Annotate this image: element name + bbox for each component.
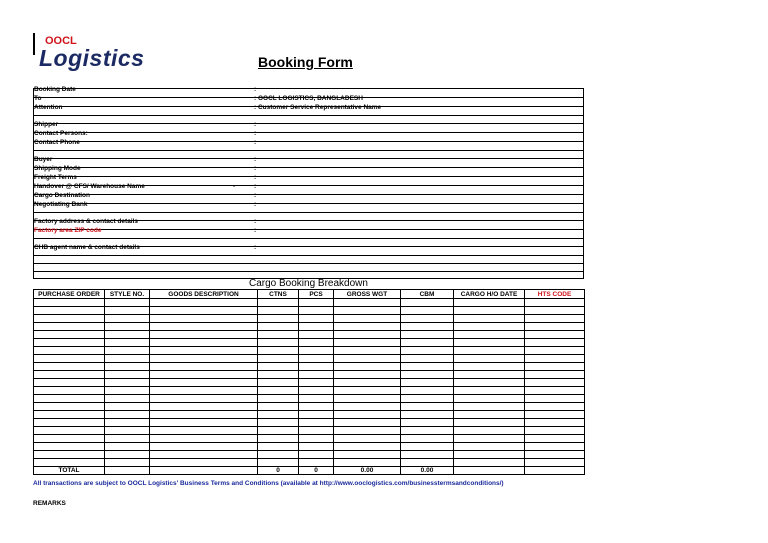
cargo-cell[interactable] (34, 379, 105, 387)
cargo-cell[interactable] (525, 339, 585, 347)
cargo-cell[interactable] (334, 435, 401, 443)
cargo-cell[interactable] (525, 315, 585, 323)
cargo-cell[interactable] (454, 387, 525, 395)
info-row-extra: - (233, 183, 236, 190)
cargo-column-header: PCS (299, 290, 334, 299)
cargo-cell[interactable] (525, 411, 585, 419)
cargo-cell[interactable] (454, 331, 525, 339)
cargo-cell[interactable] (258, 419, 299, 427)
cargo-cell[interactable] (34, 403, 105, 411)
booking-info-table (33, 88, 584, 279)
cargo-cell[interactable] (258, 371, 299, 379)
info-row-label: Booking Date (34, 86, 76, 93)
cargo-cell[interactable] (258, 315, 299, 323)
cargo-cell[interactable] (299, 347, 334, 355)
cargo-cell[interactable] (34, 347, 105, 355)
info-row-label: Negotiating Bank (34, 201, 88, 208)
cargo-cell[interactable] (454, 459, 525, 467)
cargo-cell[interactable] (258, 299, 299, 307)
info-row-label: To (34, 95, 42, 102)
logo-brand: OOCL (45, 35, 77, 47)
cargo-cell[interactable] (105, 299, 150, 307)
cargo-cell[interactable] (401, 371, 454, 379)
info-row-value[interactable]: : (254, 174, 257, 181)
total-cell: 0.00 (401, 467, 454, 475)
info-row (33, 203, 584, 212)
info-row-value[interactable]: : OOCL LOGISTICS, BANGLADESH (254, 95, 363, 102)
cargo-cell[interactable] (334, 347, 401, 355)
info-row (33, 132, 584, 141)
cargo-cell[interactable] (258, 323, 299, 331)
table-row (34, 419, 585, 427)
cargo-cell[interactable] (525, 371, 585, 379)
cargo-cell[interactable] (299, 379, 334, 387)
cargo-cell[interactable] (105, 363, 150, 371)
cargo-cell[interactable] (258, 379, 299, 387)
cargo-cell[interactable] (34, 411, 105, 419)
cargo-cell[interactable] (150, 403, 258, 411)
table-row (34, 355, 585, 363)
info-row (33, 123, 584, 132)
cargo-cell[interactable] (258, 387, 299, 395)
cargo-cell[interactable] (334, 395, 401, 403)
info-row-label: Factory address & contact details (34, 218, 139, 225)
cargo-cell[interactable] (525, 419, 585, 427)
cargo-cell[interactable] (150, 459, 258, 467)
cargo-cell[interactable] (258, 347, 299, 355)
cargo-cell[interactable] (454, 299, 525, 307)
cargo-cell[interactable] (258, 307, 299, 315)
total-cell: TOTAL (34, 467, 105, 475)
cargo-cell[interactable] (105, 379, 150, 387)
info-row (33, 115, 584, 123)
cargo-cell[interactable] (299, 371, 334, 379)
cargo-cell[interactable] (299, 299, 334, 307)
cargo-cell[interactable] (150, 419, 258, 427)
cargo-column-header: CTNS (258, 290, 299, 299)
cargo-column-header: HTS CODE (525, 290, 585, 299)
cargo-cell[interactable] (454, 411, 525, 419)
cargo-cell[interactable] (454, 419, 525, 427)
cargo-cell[interactable] (299, 403, 334, 411)
cargo-cell[interactable] (105, 419, 150, 427)
cargo-cell[interactable] (454, 451, 525, 459)
info-row-label: Factory area ZIP code (34, 227, 102, 234)
cargo-cell[interactable] (401, 395, 454, 403)
cargo-cell[interactable] (525, 307, 585, 315)
total-cell: 0.00 (334, 467, 401, 475)
cargo-cell[interactable] (525, 299, 585, 307)
cargo-cell[interactable] (34, 435, 105, 443)
info-row (33, 246, 584, 255)
cargo-cell[interactable] (525, 395, 585, 403)
cargo-cell[interactable] (105, 411, 150, 419)
cargo-cell[interactable] (454, 307, 525, 315)
cargo-column-header: STYLE NO. (105, 290, 150, 299)
cargo-cell[interactable] (150, 435, 258, 443)
cargo-cell[interactable] (105, 347, 150, 355)
cargo-cell[interactable] (334, 355, 401, 363)
table-row (34, 347, 585, 355)
cargo-cell[interactable] (334, 339, 401, 347)
cargo-cell[interactable] (150, 427, 258, 435)
cargo-cell[interactable] (525, 435, 585, 443)
cargo-cell[interactable] (525, 347, 585, 355)
cargo-cell[interactable] (299, 427, 334, 435)
table-row (34, 307, 585, 315)
table-row (34, 339, 585, 347)
cargo-cell[interactable] (401, 307, 454, 315)
info-row-value[interactable]: : (254, 183, 257, 190)
info-row (33, 158, 584, 167)
cargo-cell[interactable] (401, 331, 454, 339)
cargo-cell[interactable] (150, 307, 258, 315)
info-row (33, 263, 584, 271)
cargo-cell[interactable] (150, 331, 258, 339)
cargo-cell[interactable] (105, 371, 150, 379)
info-row (33, 194, 584, 203)
cargo-cell[interactable] (34, 323, 105, 331)
cargo-cell[interactable] (525, 387, 585, 395)
cargo-cell[interactable] (401, 379, 454, 387)
oocl-logistics-logo (33, 33, 151, 73)
cargo-cell[interactable] (258, 443, 299, 451)
page-title: Booking Form (258, 54, 353, 70)
cargo-cell[interactable] (299, 435, 334, 443)
table-row (34, 395, 585, 403)
table-row (34, 331, 585, 339)
table-row (34, 403, 585, 411)
total-cell: 0 (258, 467, 299, 475)
cargo-cell[interactable] (401, 299, 454, 307)
cargo-cell[interactable] (258, 355, 299, 363)
cargo-cell[interactable] (525, 451, 585, 459)
cargo-cell[interactable] (105, 323, 150, 331)
logo-word: Logistics (39, 45, 145, 71)
cargo-cell[interactable] (401, 315, 454, 323)
cargo-cell[interactable] (454, 443, 525, 451)
terms-notice: All transactions are subject to OOCL Logistics' Business Terms and Conditions (available at http://www.ooclogistics.com/businesstermsandconditions/) (33, 480, 504, 487)
cargo-cell[interactable] (258, 331, 299, 339)
cargo-cell[interactable] (401, 387, 454, 395)
table-row (34, 427, 585, 435)
info-row (33, 106, 584, 115)
info-row (33, 150, 584, 158)
cargo-cell[interactable] (150, 411, 258, 419)
cargo-table-title: Cargo Booking Breakdown (249, 278, 368, 289)
table-row (34, 379, 585, 387)
info-row-label: CHB agent name & contact details (34, 244, 140, 251)
cargo-cell[interactable] (299, 411, 334, 419)
cargo-cell[interactable] (299, 419, 334, 427)
cargo-cell[interactable] (150, 387, 258, 395)
cargo-column-header: GOODS DESCRIPTION (150, 290, 258, 299)
cargo-cell[interactable] (401, 411, 454, 419)
cargo-cell[interactable] (299, 339, 334, 347)
cargo-cell[interactable] (454, 379, 525, 387)
cargo-cell[interactable] (299, 323, 334, 331)
cargo-cell[interactable] (34, 331, 105, 339)
info-row-value[interactable]: : (254, 227, 257, 234)
cargo-cell[interactable] (105, 355, 150, 363)
cargo-cell[interactable] (105, 459, 150, 467)
table-row (34, 371, 585, 379)
info-row (33, 185, 584, 194)
cargo-cell[interactable] (334, 299, 401, 307)
cargo-cell[interactable] (299, 307, 334, 315)
cargo-cell[interactable] (299, 443, 334, 451)
cargo-cell[interactable] (401, 323, 454, 331)
cargo-cell[interactable] (454, 363, 525, 371)
cargo-cell[interactable] (525, 355, 585, 363)
cargo-cell[interactable] (299, 459, 334, 467)
cargo-cell[interactable] (454, 315, 525, 323)
info-row-value[interactable]: : (254, 130, 257, 137)
table-row (34, 443, 585, 451)
cargo-cell[interactable] (258, 363, 299, 371)
cargo-cell[interactable] (258, 435, 299, 443)
cargo-cell[interactable] (105, 387, 150, 395)
info-row-value[interactable]: : (254, 165, 257, 172)
cargo-cell[interactable] (454, 323, 525, 331)
cargo-cell[interactable] (525, 323, 585, 331)
total-row (34, 467, 585, 475)
cargo-cell[interactable] (401, 403, 454, 411)
cargo-cell[interactable] (105, 339, 150, 347)
cargo-cell[interactable] (258, 459, 299, 467)
info-row-value[interactable]: : (254, 156, 257, 163)
cargo-cell[interactable] (34, 371, 105, 379)
cargo-cell[interactable] (105, 443, 150, 451)
cargo-cell[interactable] (258, 403, 299, 411)
cargo-cell[interactable] (299, 451, 334, 459)
cargo-cell[interactable] (105, 435, 150, 443)
cargo-cell[interactable] (334, 451, 401, 459)
cargo-cell[interactable] (454, 355, 525, 363)
cargo-cell[interactable] (150, 299, 258, 307)
info-row-label: Contact Phone (34, 139, 80, 146)
cargo-cell[interactable] (150, 443, 258, 451)
cargo-cell[interactable] (454, 403, 525, 411)
cargo-cell[interactable] (105, 395, 150, 403)
info-row (33, 167, 584, 176)
logo-bar (33, 33, 35, 55)
cargo-cell[interactable] (299, 315, 334, 323)
cargo-column-header: CARGO H/O DATE (454, 290, 525, 299)
cargo-cell[interactable] (105, 307, 150, 315)
cargo-cell[interactable] (334, 331, 401, 339)
table-row (34, 299, 585, 307)
info-row (33, 229, 584, 238)
cargo-cell[interactable] (525, 403, 585, 411)
cargo-column-header: GROSS WGT (334, 290, 401, 299)
table-row (34, 435, 585, 443)
cargo-cell[interactable] (334, 459, 401, 467)
cargo-cell[interactable] (525, 443, 585, 451)
cargo-cell[interactable] (34, 459, 105, 467)
cargo-cell[interactable] (105, 427, 150, 435)
cargo-cell[interactable] (34, 427, 105, 435)
cargo-cell[interactable] (34, 387, 105, 395)
total-cell (525, 467, 585, 475)
cargo-cell[interactable] (299, 355, 334, 363)
info-row-value[interactable]: : (254, 121, 257, 128)
cargo-cell[interactable] (34, 355, 105, 363)
info-row (33, 220, 584, 229)
table-row (34, 459, 585, 467)
cargo-cell[interactable] (150, 339, 258, 347)
cargo-header-row (34, 290, 585, 299)
cargo-cell[interactable] (299, 363, 334, 371)
total-cell (105, 467, 150, 475)
cargo-cell[interactable] (105, 331, 150, 339)
remarks-label: REMARKS (33, 500, 66, 507)
cargo-cell[interactable] (34, 395, 105, 403)
cargo-cell[interactable] (525, 331, 585, 339)
cargo-cell[interactable] (454, 347, 525, 355)
cargo-cell[interactable] (334, 427, 401, 435)
cargo-cell[interactable] (150, 347, 258, 355)
cargo-cell[interactable] (454, 395, 525, 403)
cargo-cell[interactable] (34, 299, 105, 307)
cargo-cell[interactable] (334, 363, 401, 371)
cargo-cell[interactable] (150, 315, 258, 323)
cargo-cell[interactable] (150, 451, 258, 459)
cargo-cell[interactable] (334, 307, 401, 315)
info-row-label: Freight Terms (34, 174, 77, 181)
cargo-cell[interactable] (525, 427, 585, 435)
info-row-label: Handover @ CFS/ Warehouse Name (34, 183, 145, 190)
table-row (34, 315, 585, 323)
info-row-label: Contact Persons: (34, 130, 88, 137)
cargo-cell[interactable] (150, 371, 258, 379)
info-row-value[interactable]: : (254, 86, 257, 93)
cargo-cell[interactable] (401, 363, 454, 371)
cargo-cell[interactable] (334, 419, 401, 427)
cargo-cell[interactable] (401, 347, 454, 355)
info-row-value[interactable]: : Customer Service Representative Name (254, 104, 382, 111)
cargo-cell[interactable] (334, 387, 401, 395)
cargo-cell[interactable] (105, 315, 150, 323)
table-row (34, 323, 585, 331)
cargo-cell[interactable] (401, 451, 454, 459)
cargo-cell[interactable] (150, 379, 258, 387)
cargo-breakdown-table (33, 289, 585, 475)
cargo-cell[interactable] (334, 323, 401, 331)
info-row-value[interactable]: : (254, 192, 257, 199)
cargo-cell[interactable] (105, 451, 150, 459)
info-row (33, 141, 584, 150)
cargo-cell[interactable] (525, 363, 585, 371)
cargo-cell[interactable] (401, 419, 454, 427)
cargo-cell[interactable] (150, 323, 258, 331)
cargo-column-header: CBM (401, 290, 454, 299)
cargo-cell[interactable] (34, 443, 105, 451)
info-row-value[interactable]: : (254, 244, 257, 251)
info-row-value[interactable]: : (254, 201, 257, 208)
cargo-cell[interactable] (258, 427, 299, 435)
cargo-cell[interactable] (525, 379, 585, 387)
cargo-cell[interactable] (334, 379, 401, 387)
info-row-label: Buyer (34, 156, 53, 163)
cargo-cell[interactable] (401, 443, 454, 451)
cargo-cell[interactable] (454, 339, 525, 347)
info-row-label: Attention (34, 104, 63, 111)
cargo-cell[interactable] (334, 403, 401, 411)
cargo-cell[interactable] (34, 307, 105, 315)
cargo-cell[interactable] (258, 395, 299, 403)
cargo-cell[interactable] (334, 411, 401, 419)
cargo-cell[interactable] (34, 315, 105, 323)
cargo-cell[interactable] (454, 371, 525, 379)
cargo-cell[interactable] (299, 395, 334, 403)
info-row-label: Cargo Destination (34, 192, 90, 199)
cargo-cell[interactable] (150, 355, 258, 363)
cargo-cell[interactable] (258, 339, 299, 347)
cargo-cell[interactable] (34, 339, 105, 347)
cargo-cell[interactable] (334, 443, 401, 451)
cargo-cell[interactable] (34, 419, 105, 427)
total-cell (150, 467, 258, 475)
table-row (34, 411, 585, 419)
cargo-column-header: PURCHASE ORDER (34, 290, 105, 299)
table-row (34, 387, 585, 395)
cargo-cell[interactable] (105, 403, 150, 411)
info-row-value[interactable]: : (254, 139, 257, 146)
info-row-label: Shipping Mode (34, 165, 81, 172)
cargo-cell[interactable] (334, 315, 401, 323)
cargo-cell[interactable] (401, 435, 454, 443)
total-cell: 0 (299, 467, 334, 475)
cargo-cell[interactable] (150, 395, 258, 403)
info-row-label: Shipper (34, 121, 59, 128)
cargo-cell[interactable] (401, 355, 454, 363)
cargo-cell[interactable] (454, 435, 525, 443)
cargo-cell[interactable] (34, 451, 105, 459)
cargo-cell[interactable] (334, 371, 401, 379)
cargo-cell[interactable] (150, 363, 258, 371)
table-row (34, 451, 585, 459)
info-row-value[interactable]: : (254, 218, 257, 225)
table-row (34, 363, 585, 371)
cargo-cell[interactable] (401, 427, 454, 435)
cargo-cell[interactable] (34, 363, 105, 371)
cargo-cell[interactable] (258, 411, 299, 419)
cargo-cell[interactable] (525, 459, 585, 467)
total-cell (454, 467, 525, 475)
cargo-cell[interactable] (258, 451, 299, 459)
cargo-cell[interactable] (401, 459, 454, 467)
cargo-cell[interactable] (299, 331, 334, 339)
info-row (33, 255, 584, 263)
cargo-cell[interactable] (401, 339, 454, 347)
cargo-cell[interactable] (454, 427, 525, 435)
cargo-cell[interactable] (299, 387, 334, 395)
